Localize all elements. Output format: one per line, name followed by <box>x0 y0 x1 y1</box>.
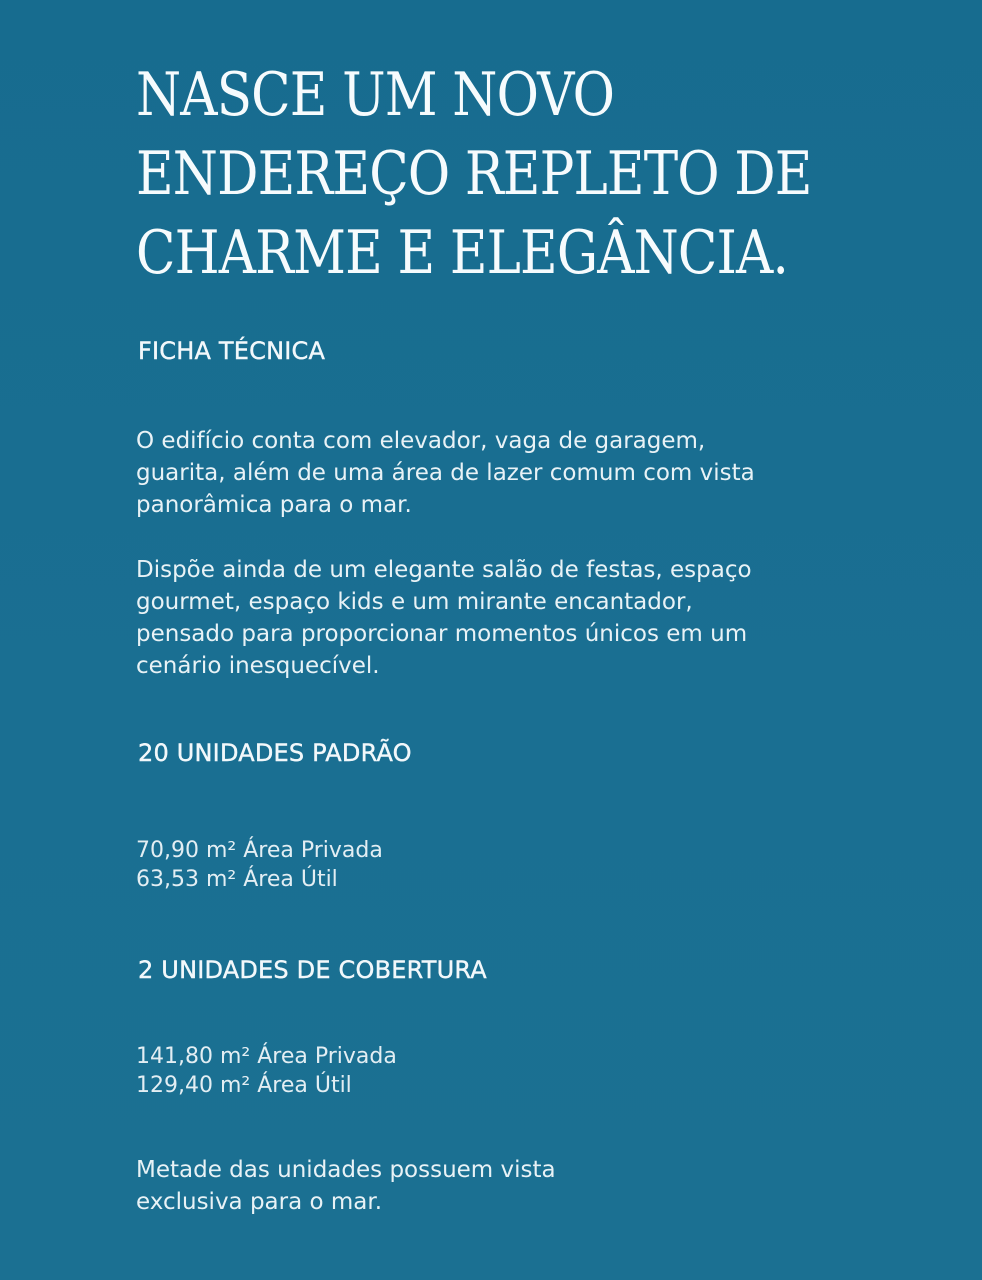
paragraph-line: panorâmica para o mar. <box>136 492 412 518</box>
headline-line: NASCE UM NOVO <box>136 60 615 130</box>
ficha-tecnica-title: FICHA TÉCNICA <box>138 337 326 365</box>
ficha-paragraph-2 <box>136 554 752 682</box>
padrao-specs <box>136 836 383 894</box>
headline <box>136 56 812 293</box>
cobertura-title: 2 UNIDADES DE COBERTURA <box>138 956 487 984</box>
padrao-title: 20 UNIDADES PADRÃO <box>138 739 412 767</box>
paragraph-line: Dispõe ainda de um elegante salão de festas, espaço <box>136 557 752 583</box>
headline-line: ENDEREÇO REPLETO DE <box>136 139 812 209</box>
ficha-paragraph-1 <box>136 425 755 521</box>
spec-useful-area: 129,40 m² Área Útil <box>136 1073 352 1098</box>
spec-private-area: 70,90 m² Área Privada <box>136 838 383 863</box>
spec-useful-area: 63,53 m² Área Útil <box>136 867 338 892</box>
footer-note <box>136 1154 556 1218</box>
paragraph-line: O edifício conta com elevador, vaga de garagem, <box>136 428 706 454</box>
footer-line: exclusiva para o mar. <box>136 1189 383 1215</box>
paragraph-line: guarita, além de uma área de lazer comum com vista <box>136 460 755 486</box>
paragraph-line: pensado para proporcionar momentos únicos em um <box>136 621 748 647</box>
paragraph-line: cenário inesquecível. <box>136 653 380 679</box>
cobertura-specs <box>136 1042 397 1100</box>
footer-line: Metade das unidades possuem vista <box>136 1157 556 1183</box>
spec-private-area: 141,80 m² Área Privada <box>136 1044 397 1069</box>
paragraph-line: gourmet, espaço kids e um mirante encantador, <box>136 589 693 615</box>
headline-line: CHARME E ELEGÂNCIA. <box>136 218 789 288</box>
